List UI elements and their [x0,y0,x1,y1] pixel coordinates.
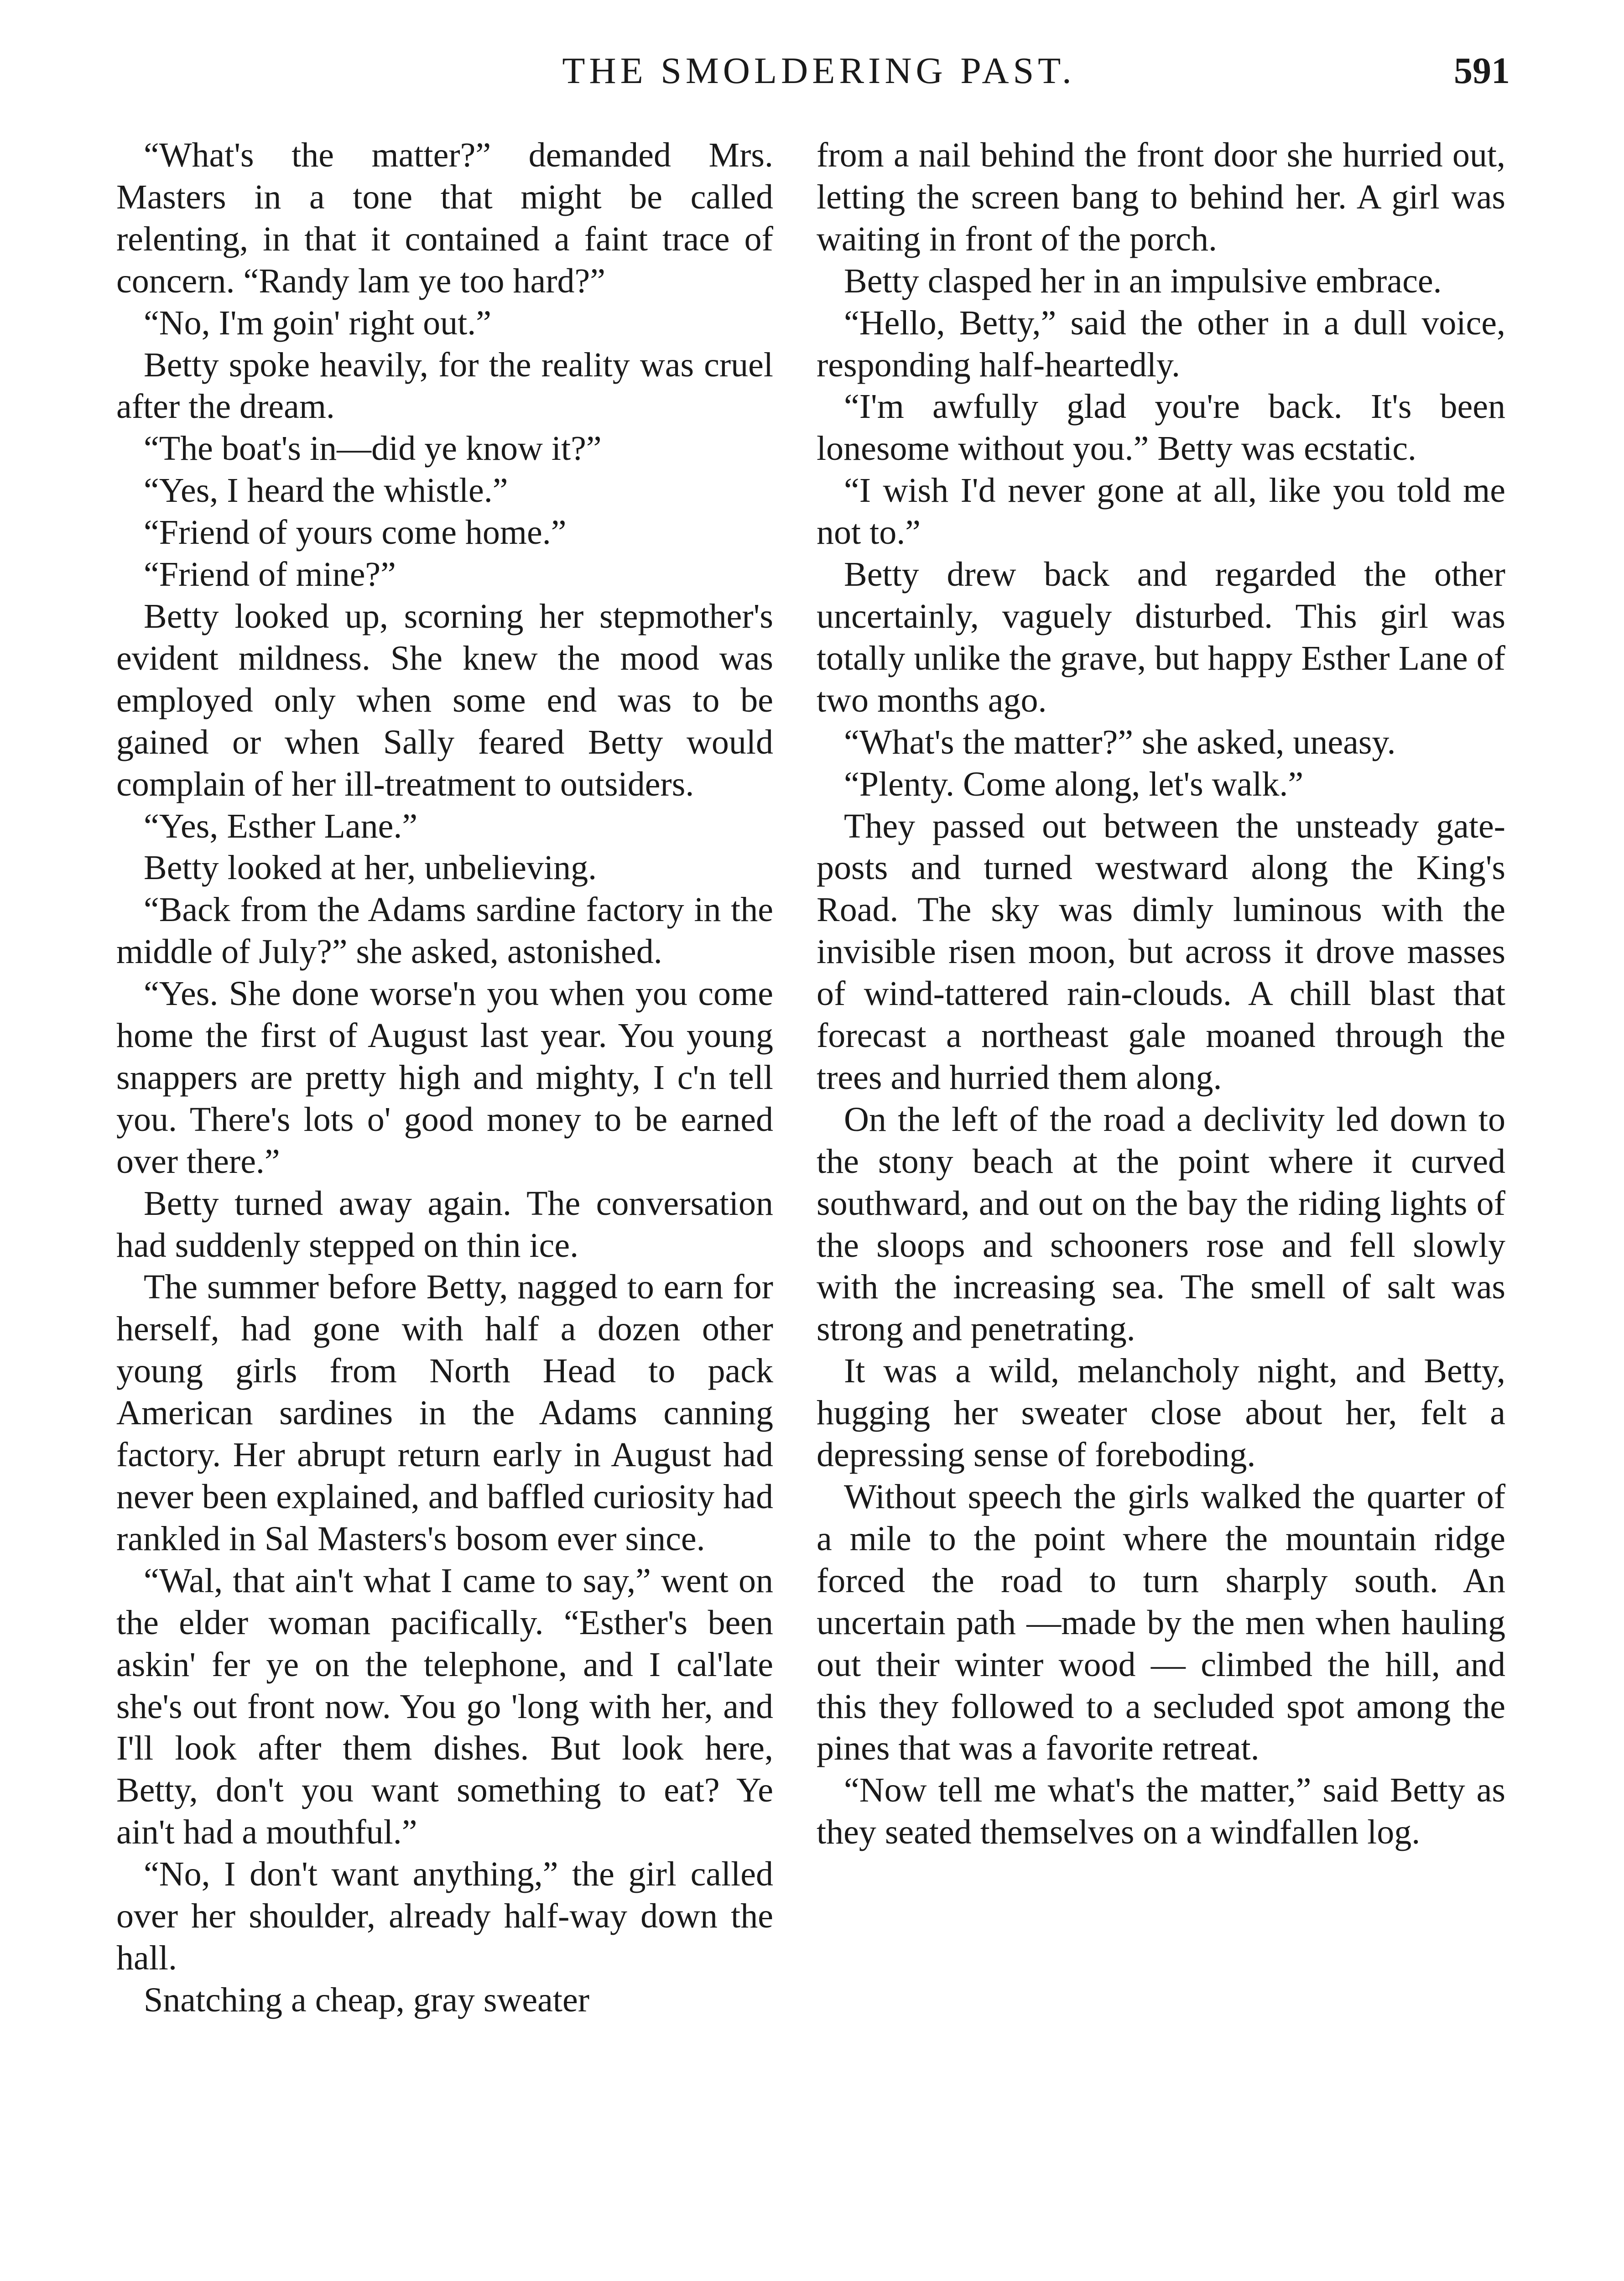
paragraph: Without speech the girls walked the quarter of a mile to the point where the mountain ridge forced the road to turn sharply south. An uncertain path —made by the men when hauling out their winter wood — climbed the hill, and this they followed to a secluded spot among the pines that was a favorite retreat. [817,1478,1505,1768]
paragraph: On the left of the road a declivity led down to the stony beach at the point where it curved southward, and out on the bay the riding lights of the sloops and schooners rose and fell slowly with the increasing sea. The smell of salt was strong and penetrating. [817,1100,1505,1349]
paragraph: Betty looked at her, unbelieving. [144,849,597,887]
paragraph: “Yes, Esther Lane.” [144,807,418,845]
paragraph: “Back from the Adams sardine factory in the middle of July?” she asked, astonished. [116,891,773,971]
paragraph: “Yes, I heard the whistle.” [144,471,508,510]
paragraph: “I wish I'd never gone at all, like you told me not to.” [817,471,1505,552]
paragraph: Betty spoke heavily, for the reality was cruel after the dream. [116,345,773,426]
paragraph: The summer before Betty, nagged to earn for herself, had gone with half a dozen other young girls from North Head to pack American sardines in the Adams canning factory. Her abrupt return early in August had never been explained, and baffled curiosity had rankled in Sal Masters's bosom ever since. [116,1268,773,1558]
paragraph: Betty turned away again. The conversation had suddenly stepped on thin ice. [116,1184,773,1265]
paragraph: “Wal, that ain't what I came to say,” went on the elder woman pacifically. “Esther's been askin' fer ye on the telephone, and I cal'late she's out front now. You go 'long with her, and I'll look after them dishes. But look here, Betty, don't you want something to eat? Ye ain't had a mouthful.” [116,1561,773,1852]
paragraph: Betty drew back and regarded the other uncertainly, vaguely disturbed. This girl was totally unlike the grave, but happy Esther Lane of two months ago. [817,555,1505,719]
paragraph: “Friend of yours come home.” [144,513,567,552]
left-column [116,135,773,2021]
paragraph: “No, I don't want anything,” the girl called over her shoulder, already half-way down the hall. [116,1855,773,1977]
paragraph: “Plenty. Come along, let's walk.” [844,765,1304,803]
running-title: THE SMOLDERING PAST. [562,50,1076,91]
paragraph: It was a wild, melancholy night, and Betty, hugging her sweater close about her, felt a depressing sense of foreboding. [817,1352,1505,1474]
paragraph-continued: from a nail behind the front door she hurried out, letting the screen bang to behind her. A girl was waiting in front of the porch. [817,136,1505,258]
paragraph: “What's the matter?” demanded Mrs. Masters in a tone that might be called relenting, in that it contained a faint trace of concern. “Randy lam ye too hard?” [116,136,773,300]
paragraph: “Friend of mine?” [144,555,396,594]
paragraph: Betty clasped her in an impulsive embrace. [844,261,1442,300]
paragraph: “No, I'm goin' right out.” [144,303,491,342]
paragraph: “Now tell me what's the matter,” said Betty as they seated themselves on a windfallen log. [817,1771,1505,1852]
page-number: 591 [1454,50,1510,91]
paragraph: Snatching a cheap, gray sweater [144,1980,590,2019]
paragraph: “Hello, Betty,” said the other in a dull voice, responding half-heartedly. [817,303,1505,384]
paragraph: “Yes. She done worse'n you when you come home the first of August last year. You young snappers are pretty high and mighty, I c'n tell you. There's lots o' good money to be earned over there.” [116,974,773,1181]
paragraph: “The boat's in—did ye know it?” [144,429,602,468]
paragraph: Betty looked up, scorning her stepmother's evident mildness. She knew the mood was employed only when some end was to be gained or when Sally feared Betty would complain of her ill-treatment to outsiders. [116,597,773,803]
running-head [128,46,1510,96]
paragraph: They passed out between the unsteady gate-posts and turned westward along the King's Road. The sky was dimly luminous with the invisible risen moon, but across it drove masses of wind-tattered rain-clouds. A chill blast that forecast a northeast gale moaned through the trees and hurried them along. [817,807,1505,1097]
paragraph: “What's the matter?” she asked, uneasy. [844,723,1396,761]
paragraph: “I'm awfully glad you're back. It's been lonesome without you.” Betty was ecstatic. [817,387,1505,468]
right-column [817,135,1505,1854]
